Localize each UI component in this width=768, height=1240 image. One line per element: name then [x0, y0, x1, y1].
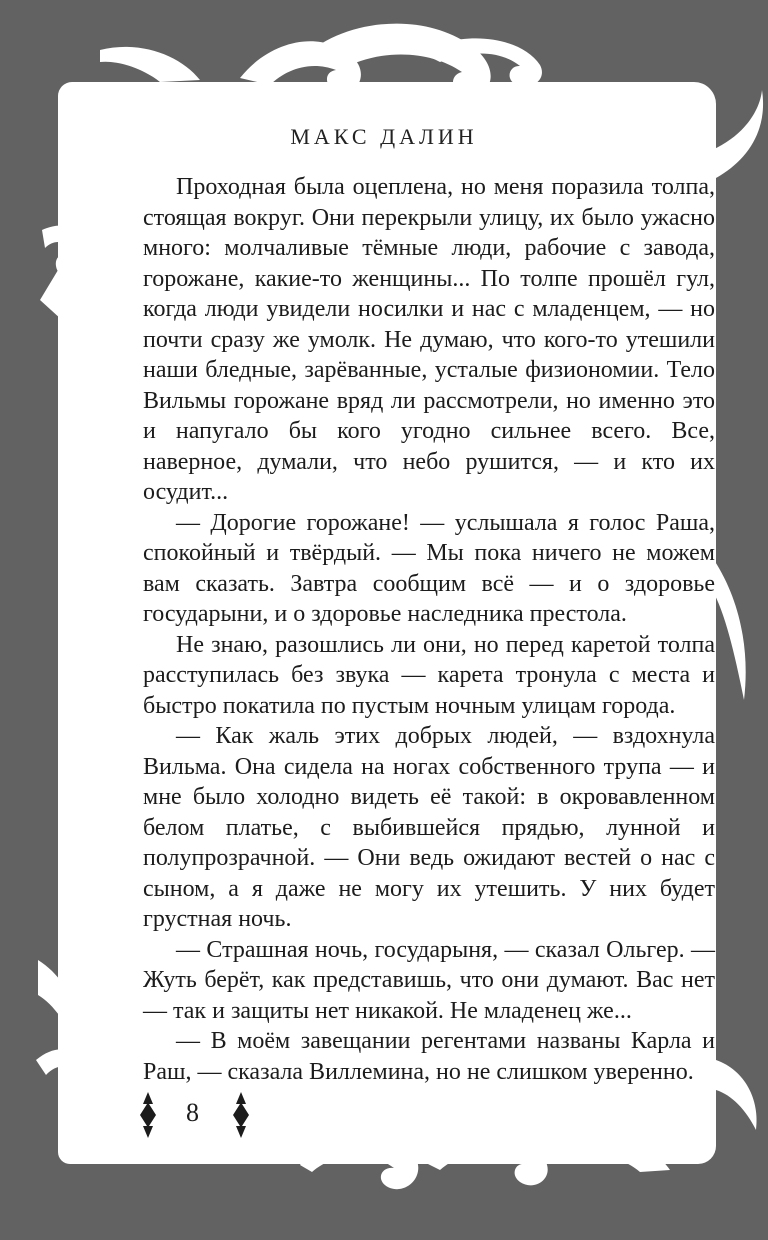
paragraph: Проходная была оцеплена, но меня поразила толпа, стоящая вокруг. Они перекрыли улицу, их было ужасно много: молчаливые тёмные люди, рабочие с завода, горожане, какие-то женщины... По толпе прошёл гул, когда люди увидели носилки и нас с младенцем, — но почти сразу же умолк. Не думаю, что кого-то утешили наши бледные, зарёванные, усталые физиономии. Тело Вильмы горожане вряд ли рассмотрели, но именно это и напугало бы кого угодно сильнее всего. Все, наверное, думали, что небо рушится, — и кто их осудит... — [143, 174, 715, 505]
paragraph: Не знаю, разошлись ли они, но перед каретой толпа расступилась без звука — карета тронула с места и быстро покатила по пустым ночным улицам города. — [143, 631, 715, 719]
body-text — [143, 172, 715, 1087]
right-diamond-ornament-icon — [233, 1092, 249, 1138]
left-diamond-ornament-icon — [140, 1092, 156, 1138]
paragraph: — Дорогие горожане! — услышала я голос Раша, спокойный и твёрдый. — Мы пока ничего не можем вам сказать. Завтра сообщим всё — и о здоровье государыни, и о здоровье наследника престола. — [143, 509, 715, 627]
paragraph: — В моём завещании регентами названы Карла и Раш, — сказала Виллемина, но не слишком уверенно. — [143, 1028, 715, 1085]
page-number: 8 — [186, 1098, 199, 1127]
paragraph: — Страшная ночь, государыня, — сказал Ольгер. — Жуть берёт, как представишь, что они думают. Вас нет — так и защиты нет никакой. Не младенец же... — [143, 936, 715, 1024]
running-head-author: МАКС ДАЛИН — [290, 124, 478, 149]
paragraph: — Как жаль этих добрых людей, — вздохнула Вильма. Она сидела на ногах собственного трупа — и мне было холодно видеть её такой: в окровавленном белом платье, с выбившейся прядью, лунной и полупрозрачной. — Они ведь ожидают вестей о нас с сыном, а я даже не могу их утешить. У них будет грустная ночь. — [143, 723, 715, 932]
page-footer — [140, 1092, 270, 1142]
